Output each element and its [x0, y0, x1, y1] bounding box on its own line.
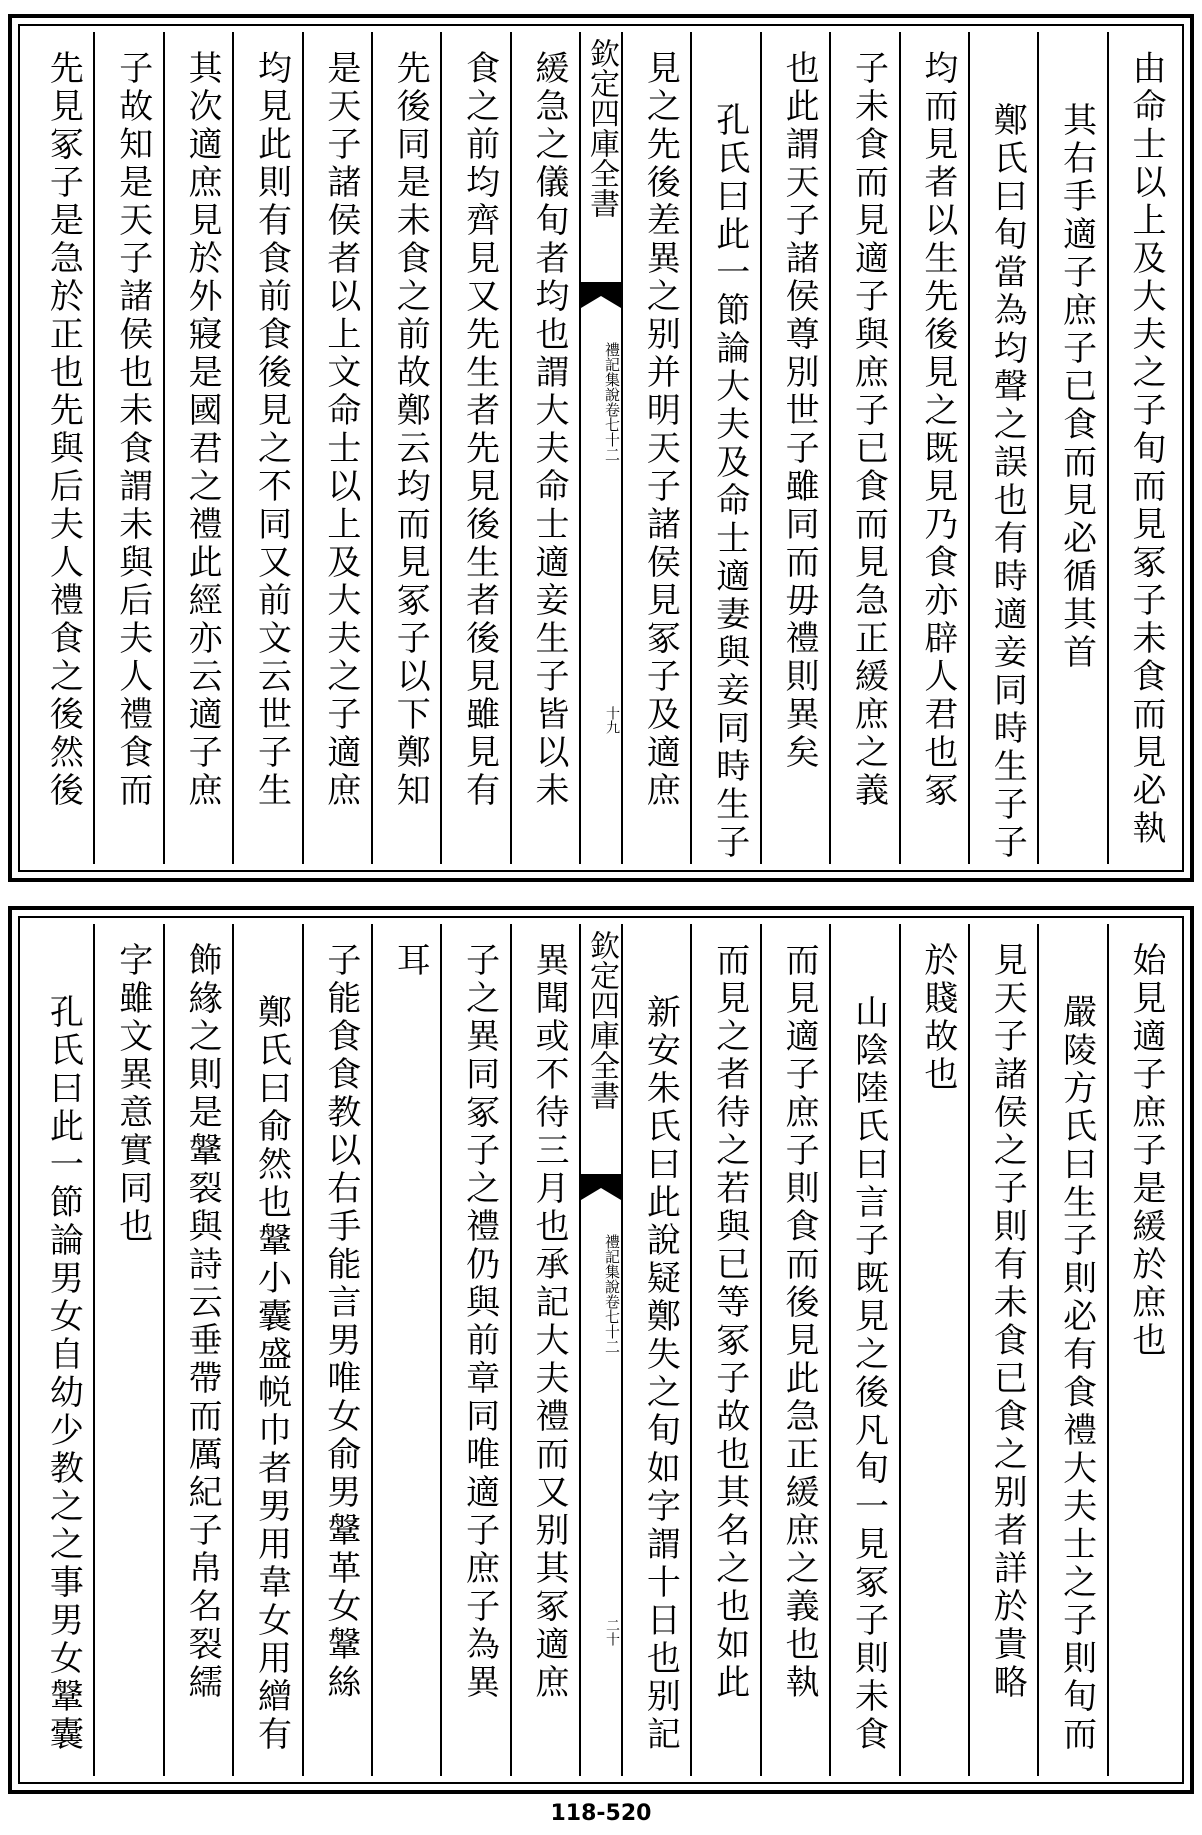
text-column: 孔氏曰此一節論大夫及命士適妻與妾同時生子 — [690, 32, 759, 864]
text-column: 耳 — [371, 924, 440, 1776]
text-column: 先後同是未食之前故鄭云均而見冢子以下鄭知 — [371, 32, 440, 864]
text-column: 於賤故也 — [899, 924, 968, 1776]
collection-title: 欽定四庫全書 — [584, 930, 619, 1110]
text-column: 鄭氏曰俞然也鞶小囊盛帨巾者男用韋女用繒有 — [232, 924, 301, 1776]
text-column: 由命士以上及大夫之子旬而見冢子未食而見必執 — [1107, 32, 1176, 864]
text-column: 嚴陵方氏曰生子則必有食禮大夫士之子則旬而 — [1037, 924, 1106, 1776]
text-column: 而見之者待之若與已等冢子故也其名之也如此 — [690, 924, 759, 1776]
text-column: 見天子諸侯之子則有未食已食之别者詳於貴略 — [968, 924, 1037, 1776]
text-column: 緩急之儀旬者均也謂大夫命士適妾生子皆以未 — [510, 32, 579, 864]
text-column: 新安朱氏曰此說疑鄭失之旬如字謂十日也别記 — [621, 924, 690, 1776]
bottom-page-columns — [26, 924, 1176, 1776]
center-gutter — [579, 924, 621, 1776]
center-gutter — [579, 32, 621, 864]
top-page-panel — [8, 14, 1194, 882]
text-column: 見之先後差異之别并明天子諸侯見冢子及適庶 — [621, 32, 690, 864]
book-volume-label: 禮記集說卷七十二 — [603, 342, 621, 462]
leaf-number: 二十 — [604, 1618, 620, 1646]
text-column: 子能食食教以右手能言男唯女俞男鞶革女鞶絲 — [302, 924, 371, 1776]
text-column: 其右手適子庶子已食而見必循其首 — [1037, 32, 1106, 864]
text-column: 子故知是天子諸侯也未食謂未與后夫人禮食而 — [93, 32, 162, 864]
text-column: 子未食而見適子與庶子已食而見急正緩庶之義 — [829, 32, 898, 864]
text-column: 飾緣之則是鞶裂與詩云垂帶而厲紀子帛名裂繻 — [163, 924, 232, 1776]
text-column: 子之異同冢子之禮仍與前章同唯適子庶子為異 — [440, 924, 509, 1776]
text-column: 山陰陸氏曰言子既見之後凡旬一見冢子則未食 — [829, 924, 898, 1776]
bottom-page-panel — [8, 906, 1194, 1794]
text-column: 是天子諸侯者以上文命士以上及大夫之子適庶 — [302, 32, 371, 864]
page-number: 118-520 — [550, 1801, 652, 1826]
book-volume-label: 禮記集說卷七十二 — [603, 1234, 621, 1354]
text-column: 先見冢子是急於正也先與后夫人禮食之後然後 — [43, 50, 84, 810]
leaf-number: 十九 — [604, 706, 620, 734]
text-column: 孔氏曰此一節論男女自幼少教之之事男女鞶囊 — [43, 994, 84, 1754]
text-column: 均見此則有食前食後見之不同又前文云世子生 — [232, 32, 301, 864]
text-column: 食之前均齊見又先生者先見後生者後見雖見有 — [440, 32, 509, 864]
text-column: 始見適子庶子是緩於庶也 — [1107, 924, 1176, 1776]
collection-title: 欽定四庫全書 — [584, 38, 619, 218]
text-column: 字雖文異意實同也 — [93, 924, 162, 1776]
top-page-columns — [26, 32, 1176, 864]
text-column: 而見適子庶子則食而後見此急正緩庶之義也執 — [760, 924, 829, 1776]
fishtail-mark-icon — [581, 282, 621, 322]
text-column: 異聞或不待三月也承記大夫禮而又别其冢適庶 — [510, 924, 579, 1776]
text-column: 也此謂天子諸侯尊別世子雖同而毋禮則異矣 — [760, 32, 829, 864]
text-column: 均而見者以生先後見之既見乃食亦辟人君也冢 — [899, 32, 968, 864]
text-column: 鄭氏曰旬當為均聲之誤也有時適妾同時生子子 — [968, 32, 1037, 864]
text-column: 其次適庶見於外寢是國君之禮此經亦云適子庶 — [163, 32, 232, 864]
fishtail-mark-icon — [581, 1174, 621, 1214]
